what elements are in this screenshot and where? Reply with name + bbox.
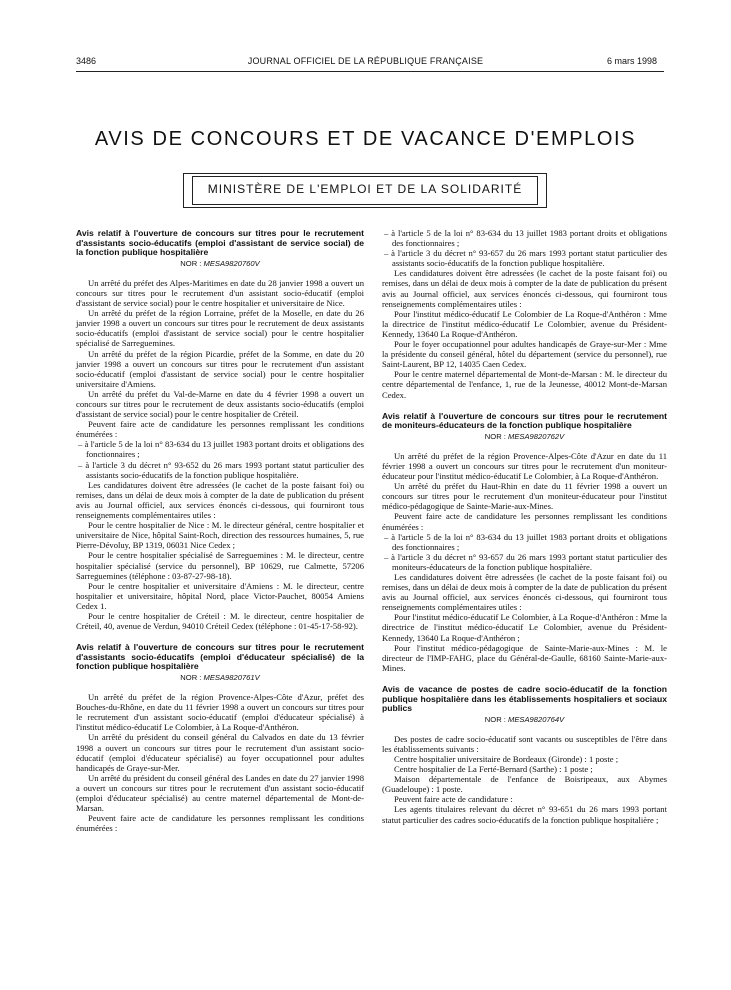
nor-code: MESA9820760V [203, 258, 260, 268]
nor-label: NOR : [180, 258, 202, 268]
list-item: – à l'article 3 du décret n° 93-657 du 26 mars 1993 portant statut particulier des moniteurs-éducateurs de la fonction publique hospitalière. [384, 551, 667, 572]
paragraph: Un arrêté du préfet de la région Provence-Alpes-Côte d'Azur, préfet des Bouches-du-Rhône, en date du 11 février 1998 a ouvert un concours sur titres pour le recrutement d'un assistant socio-éducatif (emploi d'éducateur spécialisé) à l'institut médico-éducatif Le Colombier, à La Roque-d'Anthéron. [76, 692, 364, 733]
page-number: 3486 [76, 56, 97, 66]
paragraph: Centre hospitalier de La Ferté-Bernard (Sarthe) : 1 poste ; [394, 764, 593, 775]
paragraph: Centre hospitalier universitaire de Bordeaux (Gironde) : 1 poste ; [394, 754, 619, 764]
journal-title: JOURNAL OFFICIEL DE LA RÉPUBLIQUE FRANÇAISE [247, 56, 484, 66]
paragraph: Des postes de cadre socio-éducatif sont vacants ou susceptibles de l'être dans les établissements suivants : [382, 733, 667, 754]
nor-label: NOR : [484, 714, 506, 724]
paragraph: Pour le centre maternel départemental de Mont-de-Marsan : M. le directeur du centre départemental de l'enfance, 1, rue de la Jeunesse, 40012 Mont-de-Marsan Cedex. [382, 369, 667, 400]
list-item: – à l'article 5 de la loi n° 83-634 du 13 juillet 1983 portant droits et obligations des fonctionnaires ; [78, 439, 364, 460]
list-item: – à l'article 3 du décret n° 93-652 du 26 mars 1993 portant statut particulier des assistants socio-éducatifs de la fonction publique hospitalière. [78, 459, 364, 480]
paragraph: Pour l'institut médico-éducatif Le Colombier, à La Roque-d'Anthéron : Mme la directrice de l'institut médico-éducatif Le Colombier, avenue du Président-Kennedy, 13640 La Roque-d'Anthéron ; [382, 612, 667, 643]
paragraph: Les agents titulaires relevant du décret n° 93-651 du 26 mars 1993 portant statut particulier des cadres socio-éducatifs de la fonction publique hospitalière ; [382, 804, 667, 825]
list-item: – à l'article 5 de la loi n° 83-634 du 13 juillet 1983 portant droits et obligations des fonctionnaires ; [384, 531, 667, 552]
paragraph: Un arrêté du préfet de la région Lorraine, préfet de la Moselle, en date du 26 janvier 1998 a ouvert un concours sur titres pour le recrutement de deux assistants socio-éducatifs (emploi d'assistant de service social) pour le centre hospitalier spécialisé de Sarreguemines. [76, 308, 364, 349]
paragraph: Pour le centre hospitalier de Nice : M. le directeur général, centre hospitalier et universitaire de Nice, hôpital Saint-Roch, direction des ressources humaines, 5, rue Pierre-Dévoluy, BP 1319, 06031 Nice Cedex ; [76, 520, 364, 551]
notice-title: Avis relatif à l'ouverture de concours sur titres pour le recrutement d'assistants socio-éducatifs (emploi d'éducateur spécialisé) de la fonction publique hospitalière [76, 642, 364, 672]
paragraph: Un arrêté du préfet de la région Provence-Alpes-Côte d'Azur en date du 11 février 1998 a ouvert un concours sur titres pour le recrutement d'un moniteur-éducateur pour l'institut médico-éducatif Le Colombier, à La Roque-d'Anthéron. [382, 450, 667, 482]
paragraph: Un arrêté du président du conseil général des Landes en date du 27 janvier 1998 a ouvert un concours sur titres pour le recrutement d'un assistant socio-éducatif (emploi d'éducateur spécialisé) au centre maternel départemental de Mont-de-Marsan. [76, 772, 364, 814]
paragraph: Pour le centre hospitalier spécialisé de Sarreguemines : M. le directeur, centre hospitalier spécialisé (service du personnel), BP 10629, rue Calmette, 57206 Sarreguemines (téléphone : 03-87-27-98-18). [76, 550, 364, 581]
paragraph: Peuvent faire acte de candidature les personnes remplissant les conditions énumérées : [76, 419, 364, 440]
paragraph: Un arrêté du préfet du Val-de-Marne en date du 4 février 1998 a ouvert un concours sur titres pour le recrutement de deux assistants socio-éducatifs (emploi d'assistant de service social) pour le centre hospitalier de Créteil. [76, 388, 364, 420]
paragraph: Peuvent faire acte de candidature : [394, 794, 513, 805]
paragraph: Peuvent faire acte de candidature les personnes remplissant les conditions énumérées : [382, 511, 667, 532]
nor-reference [76, 259, 364, 269]
paragraph: Pour l'institut médico-éducatif Le Colombier de La Roque-d'Anthéron : Mme la directrice de l'institut médico-éducatif Le Colombier, avenue du Président-Kennedy, 13640 La Roque-d'Anthéron. [382, 308, 667, 339]
nor-reference [382, 715, 667, 725]
notice-title: Avis relatif à l'ouverture de concours sur titres pour le recrutement d'assistants socio-éducatifs (emploi d'assistant de service social) de la fonction publique hospitalière [76, 228, 364, 258]
left-column [76, 229, 364, 833]
ministry-box [183, 173, 547, 208]
paragraph: Un arrêté du préfet du Haut-Rhin en date du 11 février 1998 a ouvert un concours sur titres pour le recrutement d'un moniteur-éducateur pour l'institut médico-pédagogique de Sainte-Marie-aux-Mines. [382, 481, 667, 512]
issue-date: 6 mars 1998 [606, 56, 657, 66]
ministry-title: MINISTÈRE DE L'EMPLOI ET DE LA SOLIDARITÉ [192, 176, 538, 205]
paragraph: Pour le centre hospitalier de Créteil : M. le directeur, centre hospitalier de Créteil, 40, avenue de Verdun, 94010 Créteil Cedex (téléphone : 01-45-17-58-92). [76, 610, 364, 632]
nor-reference [76, 673, 364, 683]
list-item: – à l'article 3 du décret n° 93-657 du 26 mars 1993 portant statut particulier des assistants socio-éducatifs de la fonction publique hospitalière. [384, 248, 667, 269]
nor-reference [382, 432, 667, 442]
paragraph: Un arrêté du préfet des Alpes-Maritimes en date du 28 janvier 1998 a ouvert un concours sur titres pour le recrutement d'un assistant socio-éducatif (emploi d'assistant de service social) pour le centre hospitalier et universitaire de Nice. [76, 277, 364, 309]
paragraph: Un arrêté du préfet de la région Picardie, préfet de la Somme, en date du 20 janvier 1998 a ouvert un concours sur titres pour le recrutement d'un assistant socio-éducatif (emploi d'assistant de service social) pour le centre hospitalier universitaire d'Amiens. [76, 348, 364, 389]
page-header [0, 56, 731, 70]
nor-code: MESA9820764V [508, 714, 565, 724]
main-title: AVIS DE CONCOURS ET DE VACANCE D'EMPLOIS [94, 128, 637, 150]
paragraph: Pour le foyer occupationnel pour adultes handicapés de Graye-sur-Mer : Mme la présidente du conseil général, hôtel du département (service du personnel), rue Saint-Laurent, BP 12, 14035 Caen Cedex. [382, 339, 667, 370]
paragraph: Maison départementale de l'enfance de Boisripeaux, aux Abymes (Guadeloupe) : 1 poste. [382, 774, 667, 795]
nor-label: NOR : [484, 431, 506, 441]
paragraph: Les candidatures doivent être adressées (le cachet de la poste faisant foi) ou remises, dans un délai de deux mois à compter de la date de publication du présent avis au Journal officiel, aux services énoncés ci-dessous, qui fourniront tous renseignements complémentaires utiles : [382, 268, 667, 309]
nor-label: NOR : [180, 672, 202, 682]
paragraph: Pour le centre hospitalier et universitaire d'Amiens : M. le directeur, centre hospitalier et universitaire, hôpital Nord, place Victor-Pauchet, 80054 Amiens Cedex 1. [76, 580, 364, 611]
notice-title: Avis relatif à l'ouverture de concours sur titres pour le recrutement de moniteurs-éducateurs de la fonction publique hospitalière [382, 410, 667, 431]
header-rule [76, 71, 664, 72]
paragraph: Pour l'institut médico-pédagogique de Sainte-Marie-aux-Mines : M. le directeur de l'IMP-FAHG, place du Général-de-Gaulle, 68160 Sainte-Marie-aux-Mines. [382, 642, 667, 673]
paragraph: Les candidatures doivent être adressées (le cachet de la poste faisant foi) ou remises, dans un délai de deux mois à compter de la date de publication du présent avis au Journal officiel, aux services énoncés ci-dessous, qui fourniront tous renseignements complémentaires utiles : [76, 479, 364, 521]
notice-title: Avis de vacance de postes de cadre socio-éducatif de la fonction publique hospitalière dans les établissements hospitaliers et sociaux publics [382, 683, 667, 714]
paragraph: Les candidatures doivent être adressées (le cachet de la poste faisant foi) ou remises, dans un délai de deux mois à compter de la date de publication du présent avis au Journal officiel, aux services énoncés ci-dessous, qui fourniront tous renseignements complémentaires utiles : [382, 572, 667, 613]
paragraph: Un arrêté du président du conseil général du Calvados en date du 13 février 1998 a ouvert un concours sur titres pour le recrutement d'un assistant socio-éducatif (emploi d'éducateur spécialisé) au foyer occupationnel pour adultes handicapés de Graye-sur-Mer. [76, 732, 364, 773]
nor-code: MESA9820762V [508, 431, 565, 441]
list-item: – à l'article 5 de la loi n° 83-634 du 13 juillet 1983 portant droits et obligations des fonctionnaires ; [384, 228, 667, 249]
paragraph: Peuvent faire acte de candidature les personnes remplissant les conditions énumérées : [76, 813, 364, 834]
right-column [382, 228, 667, 825]
nor-code: MESA9820761V [203, 672, 260, 682]
